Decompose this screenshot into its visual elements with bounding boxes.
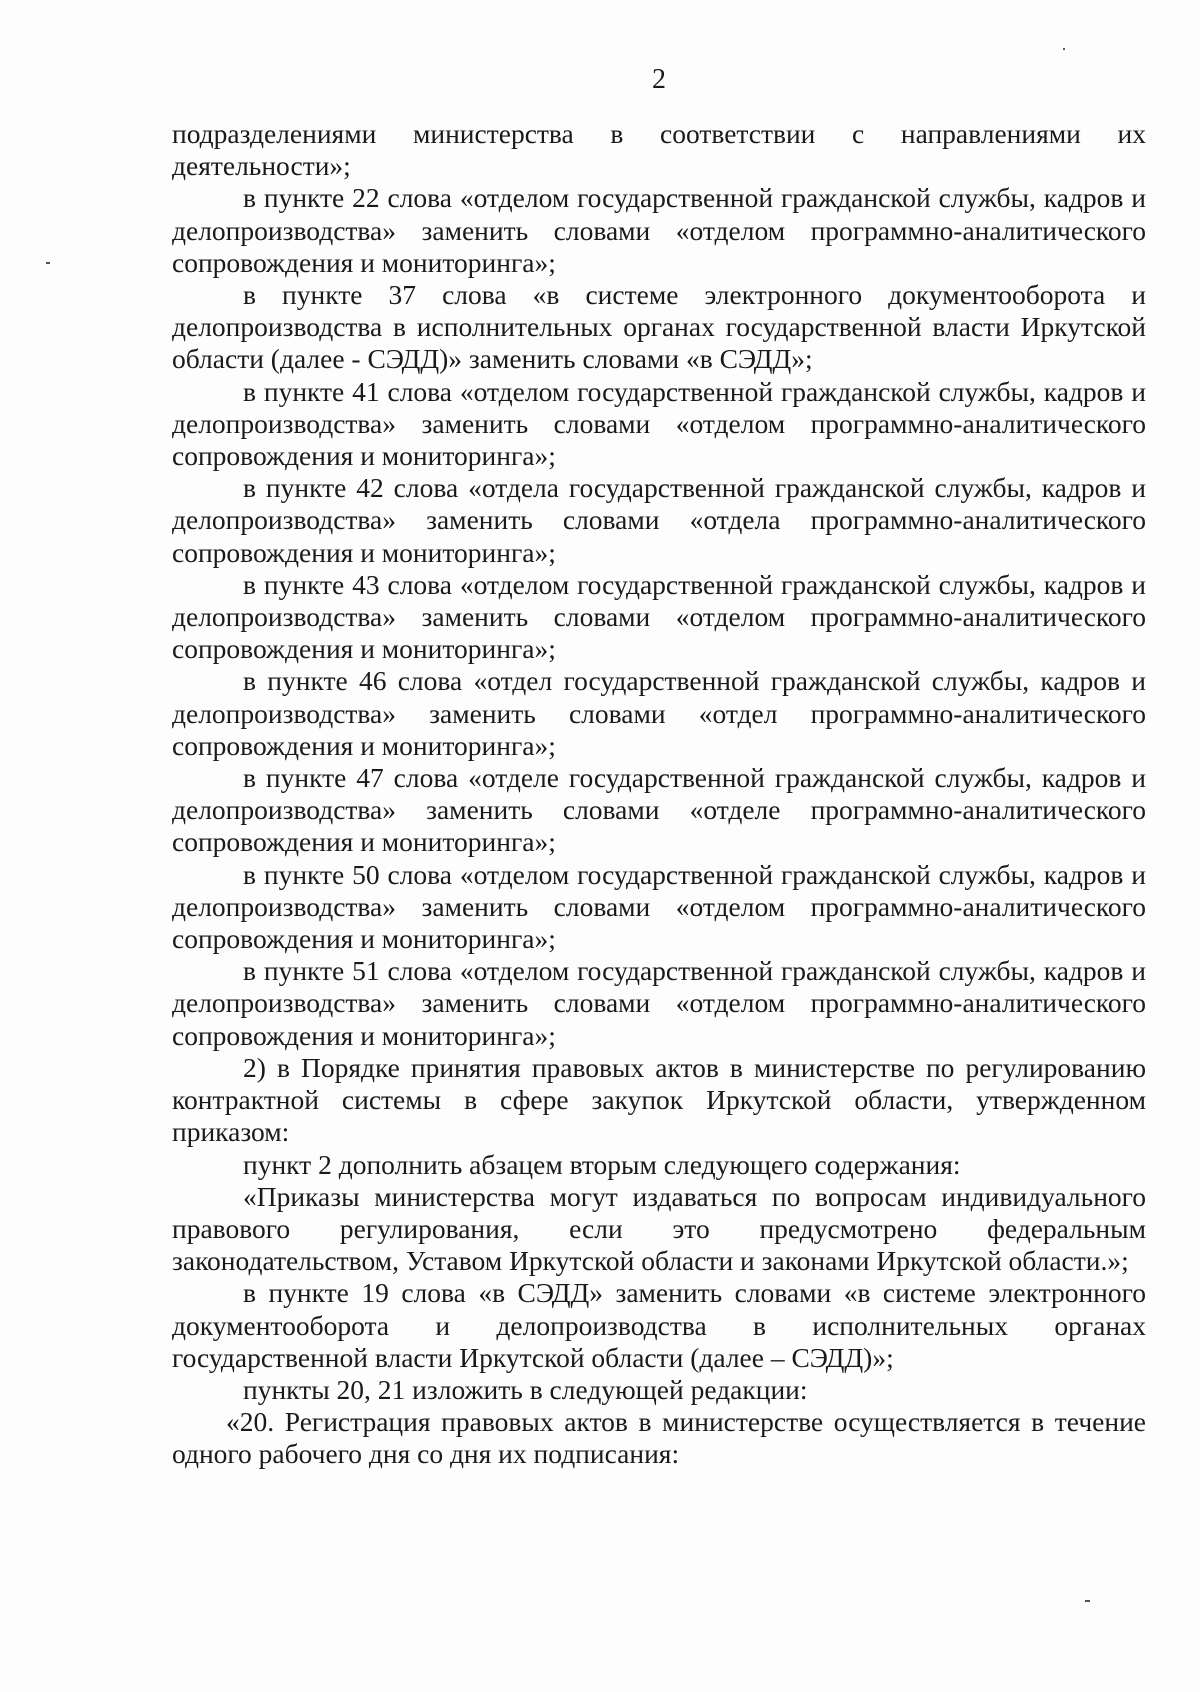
paragraph-items-20-21: пункты 20, 21 изложить в следующей редакции: bbox=[243, 1373, 808, 1405]
document-body bbox=[172, 118, 1146, 1471]
paragraph-item-41: в пункте 41 слова «отделом государственной гражданской службы, кадров и делопроизводства» заменить словами «отделом программно-аналитического сопровождения и мониторинга»; bbox=[172, 375, 1146, 472]
paragraph-item-50: в пункте 50 слова «отделом государственной гражданской службы, кадров и делопроизводства» заменить словами «отделом программно-аналитического сопровождения и мониторинга»; bbox=[172, 858, 1146, 955]
paragraph-quoted-text: «Приказы министерства могут издаваться по вопросам индивидуального правового регулирования, если это предусмотрено федеральным законодательством, Уставом Иркутской области и законами Иркутской области.»; bbox=[172, 1180, 1146, 1277]
paragraph-item-37: в пункте 37 слова «в системе электронного документооборота и делопроизводства в исполнительных органах государственной власти Иркутской области (далее - СЭДД)» заменить словами «в СЭДД»; bbox=[172, 279, 1146, 375]
paragraph-item-42: в пункте 42 слова «отдела государственной гражданской службы, кадров и делопроизводства» заменить словами «отдела программно-аналитического сопровождения и мониторинга»; bbox=[172, 472, 1146, 568]
scan-speck bbox=[1085, 1600, 1090, 1602]
scan-speck bbox=[46, 262, 50, 264]
paragraph-item-19: в пункте 19 слова «в СЭДД» заменить словами «в системе электронного документооборота и делопроизводства в исполнительных органах государственной власти Иркутской области (далее – СЭДД)»; bbox=[172, 1277, 1146, 1373]
paragraph-item-51: в пункте 51 слова «отделом государственной гражданской службы, кадров и делопроизводства» заменить словами «отделом программно-аналитического сопровождения и мониторинга»; bbox=[172, 955, 1146, 1051]
paragraph-continuation: подразделениями министерства в соответствии с направлениями их деятельности»; bbox=[172, 118, 1146, 182]
paragraph-item-46: в пункте 46 слова «отдел государственной гражданской службы, кадров и делопроизводства» заменить словами «отдел программно-аналитического сопровождения и мониторинга»; bbox=[172, 665, 1146, 761]
paragraph-item-2-amendment: пункт 2 дополнить абзацем вторым следующего содержания: bbox=[243, 1148, 961, 1180]
page-number: 2 bbox=[652, 64, 666, 95]
paragraph-section-2: 2) в Порядке принятия правовых актов в министерстве по регулированию контрактной системы в сфере закупок Иркутской области, утвержденном приказом: bbox=[172, 1051, 1146, 1148]
scan-speck bbox=[1063, 48, 1065, 50]
paragraph-item-22: в пункте 22 слова «отделом государственной гражданской службы, кадров и делопроизводства» заменить словами «отделом программно-аналитического сопровождения и мониторинга»; bbox=[172, 182, 1146, 278]
paragraph-item-47: в пункте 47 слова «отделе государственной гражданской службы, кадров и делопроизводства» заменить словами «отделе программно-аналитического сопровождения и мониторинга»; bbox=[172, 762, 1146, 858]
paragraph-item-43: в пункте 43 слова «отделом государственной гражданской службы, кадров и делопроизводства» заменить словами «отделом программно-аналитического сопровождения и мониторинга»; bbox=[172, 568, 1146, 665]
paragraph-item-20-text: «20. Регистрация правовых актов в министерстве осуществляется в течение одного рабочего дня со дня их подписания: bbox=[172, 1406, 1146, 1470]
